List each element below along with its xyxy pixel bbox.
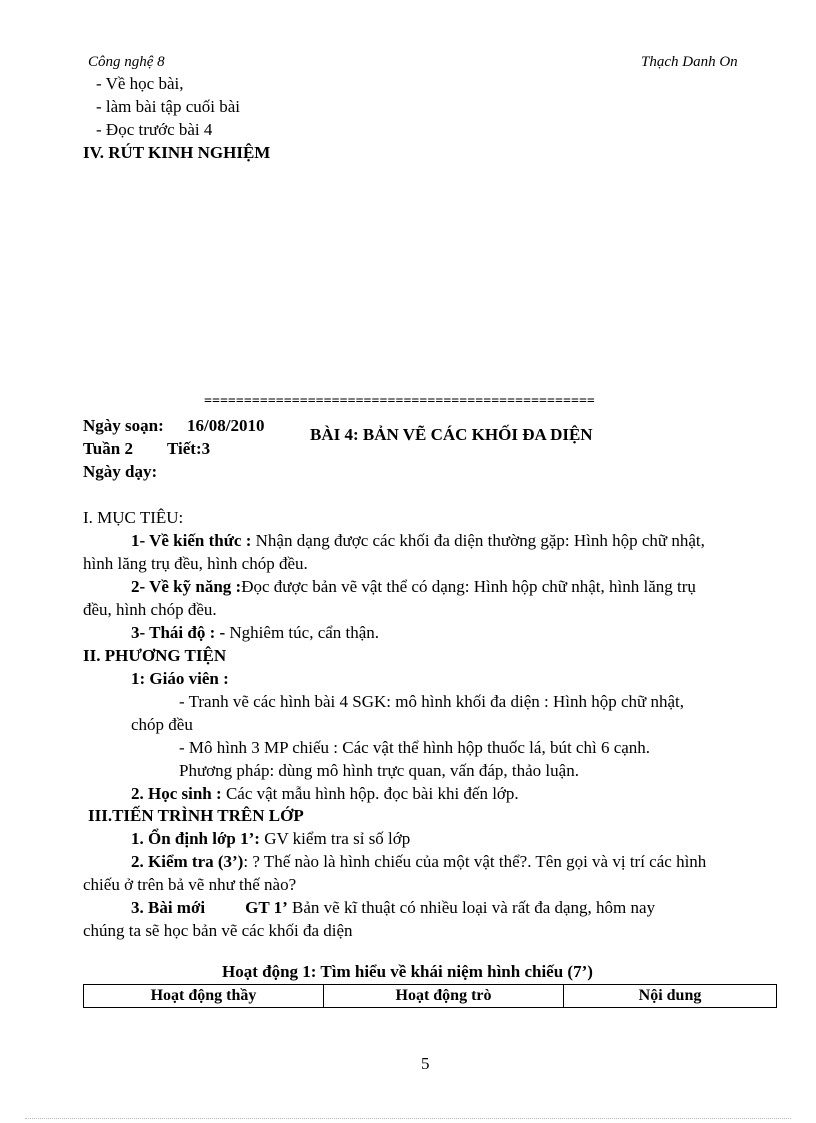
objective-knowledge [131, 531, 705, 551]
student-text: Các vật mẫu hình hộp. đọc bài khi đến lớp. [221, 784, 519, 803]
separator-line: ================================================= [204, 394, 595, 409]
objective-knowledge-label: 1- Về kiến thức : [131, 531, 252, 550]
lesson-title: BÀI 4: BẢN VẼ CÁC KHỐI ĐA DIỆN [310, 425, 593, 444]
list-item: - làm bài tập cuối bài [96, 97, 240, 116]
section-heading-rut-kinh-nghiem: IV. RÚT KINH NGHIỆM [83, 143, 271, 162]
teacher-item-1-cont: chóp đều [131, 715, 193, 734]
header-left: Công nghệ 8 [88, 54, 165, 70]
objective-attitude [131, 623, 379, 643]
date-label: Ngày soạn: [83, 416, 164, 435]
step-1 [131, 829, 410, 849]
week-label: Tuần 2 [83, 439, 133, 458]
step-1-text: GV kiểm tra sỉ số lớp [259, 829, 411, 848]
activity-title: Hoạt động 1: Tìm hiểu về khái niệm hình chiếu (7’) [222, 962, 593, 981]
objective-attitude-text: Nghiêm túc, cẩn thận. [225, 623, 380, 642]
date-value: 16/08/2010 [187, 416, 265, 435]
step-3-cont: chúng ta sẽ học bản vẽ các khối đa diện [83, 921, 353, 940]
step-2-cont: chiếu ở trên bả vẽ như thế nào? [83, 875, 297, 894]
activity-table [83, 984, 777, 1008]
teach-date-label: Ngày dạy: [83, 462, 158, 481]
period-label: Tiết:3 [167, 439, 211, 458]
page-bottom-divider [25, 1118, 791, 1119]
page-number: 5 [421, 1054, 430, 1073]
objective-knowledge-cont: hình lăng trụ đều, hình chóp đều. [83, 554, 308, 573]
objective-skill [131, 577, 696, 597]
method-line: Phương pháp: dùng mô hình trực quan, vấn đáp, thảo luận. [179, 761, 579, 780]
step-2-text: : ? Thế nào là hình chiếu của một vật thể?. Tên gọi và vị trí các hình [243, 852, 707, 871]
step-3-label: 3. Bài mới [131, 898, 206, 917]
objective-skill-text: Đọc được bản vẽ vật thể có dạng: Hình hộp chữ nhật, hình lăng trụ [241, 577, 696, 596]
step-3-gt: GT 1’ [245, 898, 288, 917]
step-3 [131, 898, 655, 918]
step-2 [131, 852, 706, 872]
teacher-item-2: - Mô hình 3 MP chiếu : Các vật thể hình hộp thuốc lá, bút chì 6 cạnh. [179, 738, 651, 757]
objective-attitude-label: 3- Thái độ : - [131, 623, 226, 642]
student-label: 2. Học sinh : [131, 784, 222, 803]
header-right: Thạch Danh On [641, 54, 738, 70]
column-header-content: Nội dung [564, 985, 777, 1008]
section-heading-phuong-tien: II. PHƯƠNG TIỆN [83, 646, 227, 665]
objective-skill-cont: đều, hình chóp đều. [83, 600, 217, 619]
list-item: - Về học bài, [96, 74, 184, 93]
section-heading-muc-tieu: I. MỤC TIÊU: [83, 508, 184, 527]
step-3-text: Bản vẽ kĩ thuật có nhiều loại và rất đa dạng, hôm nay [287, 898, 656, 917]
teacher-label: 1: Giáo viên : [131, 669, 229, 688]
column-header-student: Hoạt động trò [324, 985, 564, 1008]
list-item: - Đọc trước bài 4 [96, 120, 213, 139]
section-heading-tien-trinh: III.TIẾN TRÌNH TRÊN LỚP [88, 806, 304, 825]
student-line [131, 784, 519, 804]
step-2-label: 2. Kiểm tra (3’) [131, 852, 244, 871]
objective-skill-label: 2- Về kỹ năng : [131, 577, 242, 596]
step-1-label: 1. Ổn định lớp 1’: [131, 829, 260, 848]
objective-knowledge-text: Nhận dạng được các khối đa diện thường gặp: Hình hộp chữ nhật, [251, 531, 705, 550]
table-header-row [84, 985, 777, 1008]
teacher-item-1: - Tranh vẽ các hình bài 4 SGK: mô hình khối đa diện : Hình hộp chữ nhật, [179, 692, 684, 711]
column-header-teacher: Hoạt động thầy [84, 985, 324, 1008]
